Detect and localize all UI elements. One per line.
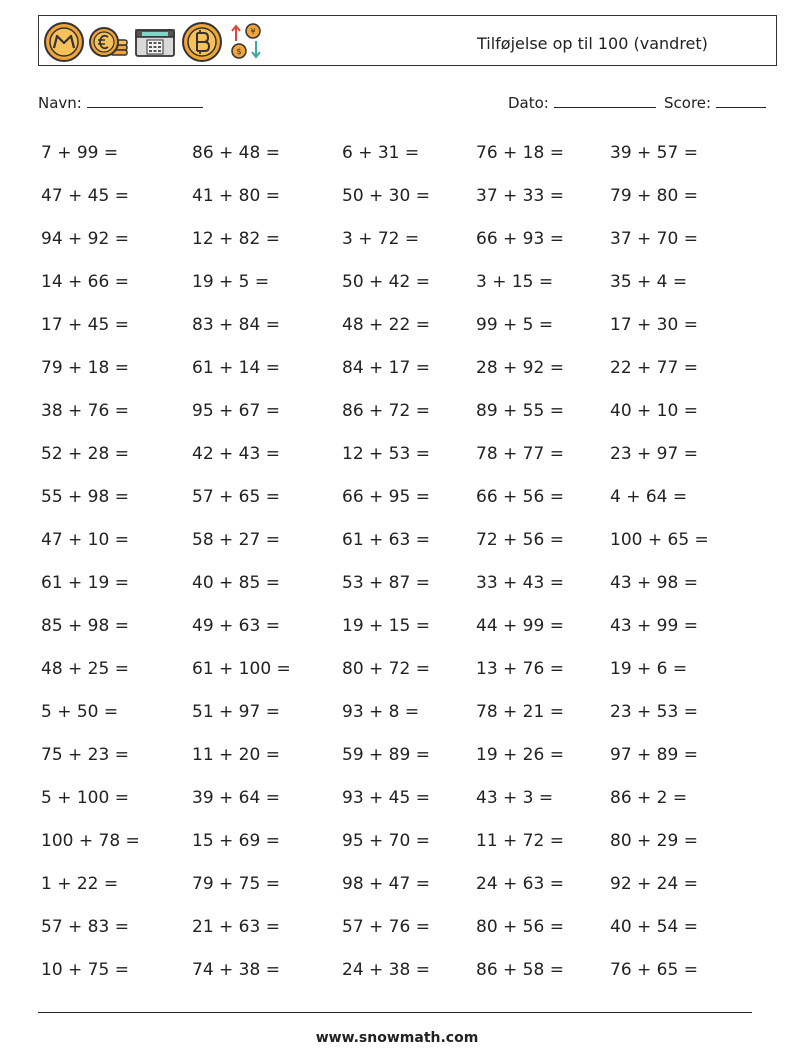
problem-r1-c5: 39 + 57 = — [610, 143, 698, 163]
problem-r7-c5: 40 + 10 = — [610, 401, 698, 421]
problem-r2-c4: 37 + 33 = — [476, 186, 564, 206]
problem-r19-c3: 57 + 76 = — [342, 917, 430, 937]
problem-r9-c1: 55 + 98 = — [41, 487, 129, 507]
problem-r6-c4: 28 + 92 = — [476, 358, 564, 378]
problem-r19-c2: 21 + 63 = — [192, 917, 280, 937]
problem-r9-c2: 57 + 65 = — [192, 487, 280, 507]
score-field[interactable] — [664, 93, 766, 112]
problem-r3-c2: 12 + 82 = — [192, 229, 280, 249]
problem-r12-c3: 19 + 15 = — [342, 616, 430, 636]
problem-r16-c3: 93 + 45 = — [342, 788, 430, 808]
problem-r15-c5: 97 + 89 = — [610, 745, 698, 765]
problem-r5-c2: 83 + 84 = — [192, 315, 280, 335]
problem-r18-c3: 98 + 47 = — [342, 874, 430, 894]
problem-r6-c2: 61 + 14 = — [192, 358, 280, 378]
problem-r17-c2: 15 + 69 = — [192, 831, 280, 851]
problem-r8-c4: 78 + 77 = — [476, 444, 564, 464]
problem-r18-c2: 79 + 75 = — [192, 874, 280, 894]
problem-r13-c2: 61 + 100 = — [192, 659, 291, 679]
problem-r8-c3: 12 + 53 = — [342, 444, 430, 464]
name-field[interactable] — [38, 93, 203, 112]
problem-r5-c1: 17 + 45 = — [41, 315, 129, 335]
problem-r8-c1: 52 + 28 = — [41, 444, 129, 464]
problem-r7-c2: 95 + 67 = — [192, 401, 280, 421]
atm-machine-icon — [133, 21, 177, 63]
problem-r20-c3: 24 + 38 = — [342, 960, 430, 980]
problem-r9-c4: 66 + 56 = — [476, 487, 564, 507]
problem-r3-c5: 37 + 70 = — [610, 229, 698, 249]
problem-r11-c5: 43 + 98 = — [610, 573, 698, 593]
icon-strip — [43, 21, 267, 63]
name-blank[interactable] — [87, 93, 203, 108]
problem-r11-c4: 33 + 43 = — [476, 573, 564, 593]
problem-r2-c1: 47 + 45 = — [41, 186, 129, 206]
problem-r4-c1: 14 + 66 = — [41, 272, 129, 292]
currency-exchange-icon — [227, 21, 267, 63]
problem-r17-c1: 100 + 78 = — [41, 831, 140, 851]
problem-r10-c5: 100 + 65 = — [610, 530, 709, 550]
date-field[interactable] — [508, 93, 656, 112]
problem-r1-c2: 86 + 48 = — [192, 143, 280, 163]
problem-r9-c5: 4 + 64 = — [610, 487, 688, 507]
problem-r1-c1: 7 + 99 = — [41, 143, 119, 163]
problem-r13-c5: 19 + 6 = — [610, 659, 688, 679]
date-blank[interactable] — [554, 93, 656, 108]
problem-r15-c1: 75 + 23 = — [41, 745, 129, 765]
problem-r6-c1: 79 + 18 = — [41, 358, 129, 378]
problem-r15-c3: 59 + 89 = — [342, 745, 430, 765]
problem-r18-c4: 24 + 63 = — [476, 874, 564, 894]
problem-r14-c1: 5 + 50 = — [41, 702, 119, 722]
problem-r3-c3: 3 + 72 = — [342, 229, 420, 249]
problem-r14-c2: 51 + 97 = — [192, 702, 280, 722]
score-blank[interactable] — [716, 93, 766, 108]
problem-r8-c5: 23 + 97 = — [610, 444, 698, 464]
monero-coin-icon — [43, 21, 85, 63]
svg-text:¥: ¥ — [250, 27, 256, 36]
problem-r12-c1: 85 + 98 = — [41, 616, 129, 636]
problem-r17-c3: 95 + 70 = — [342, 831, 430, 851]
svg-text:$: $ — [236, 47, 242, 56]
problem-r18-c1: 1 + 22 = — [41, 874, 119, 894]
problem-r7-c1: 38 + 76 = — [41, 401, 129, 421]
problem-r3-c1: 94 + 92 = — [41, 229, 129, 249]
problem-r12-c5: 43 + 99 = — [610, 616, 698, 636]
problem-r11-c1: 61 + 19 = — [41, 573, 129, 593]
bitcoin-coin-icon — [181, 21, 223, 63]
problem-r19-c4: 80 + 56 = — [476, 917, 564, 937]
problem-r16-c2: 39 + 64 = — [192, 788, 280, 808]
problem-r4-c3: 50 + 42 = — [342, 272, 430, 292]
problem-r20-c4: 86 + 58 = — [476, 960, 564, 980]
problem-r2-c3: 50 + 30 = — [342, 186, 430, 206]
problem-r11-c3: 53 + 87 = — [342, 573, 430, 593]
problem-r19-c1: 57 + 83 = — [41, 917, 129, 937]
problem-r11-c2: 40 + 85 = — [192, 573, 280, 593]
problem-r13-c1: 48 + 25 = — [41, 659, 129, 679]
problem-r13-c3: 80 + 72 = — [342, 659, 430, 679]
problem-r10-c1: 47 + 10 = — [41, 530, 129, 550]
problem-r7-c3: 86 + 72 = — [342, 401, 430, 421]
problem-r5-c4: 99 + 5 = — [476, 315, 554, 335]
euro-coins-icon — [87, 21, 131, 63]
problem-r16-c4: 43 + 3 = — [476, 788, 554, 808]
problem-r19-c5: 40 + 54 = — [610, 917, 698, 937]
footer-divider — [38, 1012, 752, 1013]
problem-r5-c5: 17 + 30 = — [610, 315, 698, 335]
problem-r14-c3: 93 + 8 = — [342, 702, 420, 722]
problem-r3-c4: 66 + 93 = — [476, 229, 564, 249]
problem-r1-c4: 76 + 18 = — [476, 143, 564, 163]
problem-r15-c2: 11 + 20 = — [192, 745, 280, 765]
problem-r5-c3: 48 + 22 = — [342, 315, 430, 335]
problem-r20-c5: 76 + 65 = — [610, 960, 698, 980]
date-label: Dato: — [508, 94, 549, 112]
worksheet-header — [38, 15, 777, 66]
problem-r10-c4: 72 + 56 = — [476, 530, 564, 550]
problem-r2-c5: 79 + 80 = — [610, 186, 698, 206]
problem-r9-c3: 66 + 95 = — [342, 487, 430, 507]
problem-r6-c3: 84 + 17 = — [342, 358, 430, 378]
problem-r15-c4: 19 + 26 = — [476, 745, 564, 765]
problem-r17-c5: 80 + 29 = — [610, 831, 698, 851]
problem-r8-c2: 42 + 43 = — [192, 444, 280, 464]
problem-r12-c4: 44 + 99 = — [476, 616, 564, 636]
problem-r17-c4: 11 + 72 = — [476, 831, 564, 851]
problem-r14-c4: 78 + 21 = — [476, 702, 564, 722]
problem-r7-c4: 89 + 55 = — [476, 401, 564, 421]
score-label: Score: — [664, 94, 712, 112]
problem-r2-c2: 41 + 80 = — [192, 186, 280, 206]
problem-r20-c1: 10 + 75 = — [41, 960, 129, 980]
problem-r4-c4: 3 + 15 = — [476, 272, 554, 292]
problem-r12-c2: 49 + 63 = — [192, 616, 280, 636]
problem-r10-c2: 58 + 27 = — [192, 530, 280, 550]
problem-r1-c3: 6 + 31 = — [342, 143, 420, 163]
problem-r14-c5: 23 + 53 = — [610, 702, 698, 722]
name-label: Navn: — [38, 94, 82, 112]
problem-r4-c5: 35 + 4 = — [610, 272, 688, 292]
problem-r18-c5: 92 + 24 = — [610, 874, 698, 894]
problem-r4-c2: 19 + 5 = — [192, 272, 270, 292]
problem-r16-c5: 86 + 2 = — [610, 788, 688, 808]
problem-r16-c1: 5 + 100 = — [41, 788, 129, 808]
footer-url: www.snowmath.com — [315, 1030, 479, 1046]
worksheet-title: Tilføjelse op til 100 (vandret) — [477, 34, 708, 53]
problem-r10-c3: 61 + 63 = — [342, 530, 430, 550]
problem-r13-c4: 13 + 76 = — [476, 659, 564, 679]
problem-r20-c2: 74 + 38 = — [192, 960, 280, 980]
problem-r6-c5: 22 + 77 = — [610, 358, 698, 378]
